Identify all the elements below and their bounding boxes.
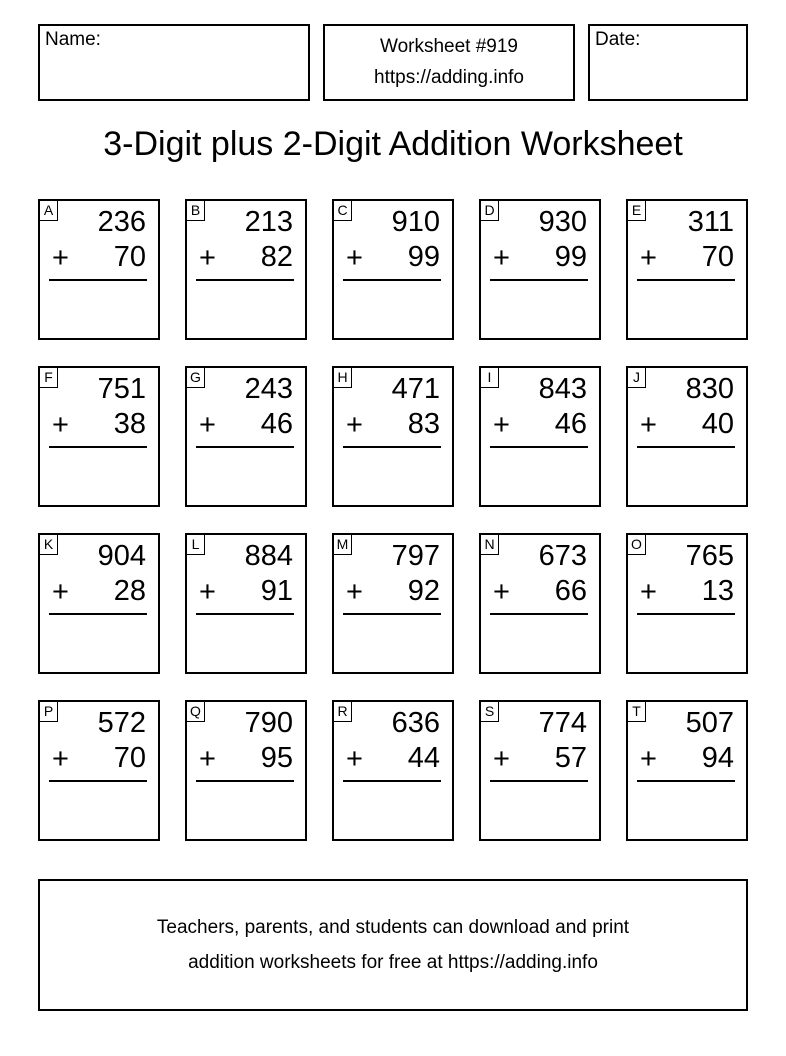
bottom-addend: 66 (554, 575, 587, 607)
problem-letter: H (333, 367, 352, 388)
top-addend: 765 (685, 540, 734, 572)
bottom-addend: 92 (407, 575, 440, 607)
problem-letter: A (39, 200, 58, 221)
plus-sign: + (640, 743, 657, 775)
problem-box (332, 533, 454, 674)
answer-line (637, 279, 735, 281)
plus-sign: + (199, 743, 216, 775)
top-addend: 243 (244, 373, 293, 405)
answer-line (196, 613, 294, 615)
name-label: Name: (45, 29, 101, 50)
answer-line (490, 613, 588, 615)
problem-box (38, 366, 160, 507)
plus-sign: + (640, 242, 657, 274)
problem-box (479, 199, 601, 340)
problem-letter: T (627, 701, 646, 722)
answer-line (343, 446, 441, 448)
plus-sign: + (346, 743, 363, 775)
top-addend: 774 (538, 707, 587, 739)
plus-sign: + (199, 242, 216, 274)
problem-box (185, 700, 307, 841)
worksheet-info-box (323, 24, 575, 101)
top-addend: 572 (97, 707, 146, 739)
problem-box (332, 199, 454, 340)
problem-box (38, 533, 160, 674)
top-addend: 830 (685, 373, 734, 405)
bottom-addend: 13 (701, 575, 734, 607)
answer-line (490, 446, 588, 448)
plus-sign: + (199, 409, 216, 441)
plus-sign: + (52, 242, 69, 274)
bottom-addend: 95 (260, 742, 293, 774)
bottom-addend: 91 (260, 575, 293, 607)
answer-line (637, 780, 735, 782)
problem-box (185, 533, 307, 674)
top-addend: 673 (538, 540, 587, 572)
problem-box (185, 199, 307, 340)
top-addend: 930 (538, 206, 587, 238)
answer-line (196, 780, 294, 782)
problem-box (626, 199, 748, 340)
top-addend: 797 (391, 540, 440, 572)
problem-letter: G (186, 367, 205, 388)
answer-line (196, 446, 294, 448)
plus-sign: + (346, 242, 363, 274)
bottom-addend: 46 (554, 408, 587, 440)
top-addend: 790 (244, 707, 293, 739)
problem-letter: D (480, 200, 499, 221)
date-label: Date: (595, 29, 641, 50)
bottom-addend: 82 (260, 241, 293, 273)
problem-letter: K (39, 534, 58, 555)
answer-line (49, 279, 147, 281)
plus-sign: + (52, 409, 69, 441)
problem-box (332, 700, 454, 841)
bottom-addend: 99 (407, 241, 440, 273)
answer-line (343, 613, 441, 615)
problem-letter: R (333, 701, 352, 722)
problem-letter: C (333, 200, 352, 221)
answer-line (637, 613, 735, 615)
bottom-addend: 94 (701, 742, 734, 774)
top-addend: 236 (97, 206, 146, 238)
answer-line (343, 279, 441, 281)
name-field-box (38, 24, 310, 101)
bottom-addend: 57 (554, 742, 587, 774)
problem-box (626, 533, 748, 674)
bottom-addend: 40 (701, 408, 734, 440)
footer-box (38, 879, 748, 1011)
plus-sign: + (493, 409, 510, 441)
top-addend: 884 (244, 540, 293, 572)
problem-letter: N (480, 534, 499, 555)
footer-line-2: addition worksheets for free at https://adding.info (188, 952, 598, 973)
plus-sign: + (640, 576, 657, 608)
plus-sign: + (52, 576, 69, 608)
problem-letter: O (627, 534, 646, 555)
problem-letter: M (333, 534, 352, 555)
problem-letter: L (186, 534, 205, 555)
plus-sign: + (640, 409, 657, 441)
problem-box (185, 366, 307, 507)
plus-sign: + (493, 576, 510, 608)
answer-line (637, 446, 735, 448)
answer-line (49, 446, 147, 448)
problem-box (479, 533, 601, 674)
problem-letter: E (627, 200, 646, 221)
site-url: https://adding.info (374, 67, 524, 88)
problem-box (479, 366, 601, 507)
problem-letter: F (39, 367, 58, 388)
top-addend: 311 (687, 206, 734, 238)
plus-sign: + (52, 743, 69, 775)
top-addend: 213 (244, 206, 293, 238)
top-addend: 471 (391, 373, 440, 405)
plus-sign: + (346, 576, 363, 608)
answer-line (49, 613, 147, 615)
top-addend: 751 (97, 373, 146, 405)
problem-box (626, 700, 748, 841)
top-addend: 904 (97, 540, 146, 572)
bottom-addend: 70 (701, 241, 734, 273)
problem-box (626, 366, 748, 507)
answer-line (343, 780, 441, 782)
answer-line (490, 780, 588, 782)
worksheet-title: 3-Digit plus 2-Digit Addition Worksheet (103, 125, 683, 163)
problem-letter: B (186, 200, 205, 221)
problem-letter: S (480, 701, 499, 722)
plus-sign: + (493, 743, 510, 775)
worksheet-number: Worksheet #919 (379, 36, 518, 57)
top-addend: 843 (538, 373, 587, 405)
bottom-addend: 70 (113, 241, 146, 273)
problem-box (38, 199, 160, 340)
answer-line (196, 279, 294, 281)
answer-line (49, 780, 147, 782)
top-addend: 636 (391, 707, 440, 739)
bottom-addend: 44 (407, 742, 440, 774)
bottom-addend: 28 (113, 575, 146, 607)
top-addend: 910 (391, 206, 440, 238)
bottom-addend: 38 (113, 408, 146, 440)
problem-box (332, 366, 454, 507)
bottom-addend: 83 (407, 408, 440, 440)
problem-letter: I (480, 367, 499, 388)
bottom-addend: 99 (554, 241, 587, 273)
plus-sign: + (199, 576, 216, 608)
problem-box (479, 700, 601, 841)
plus-sign: + (346, 409, 363, 441)
footer-line-1: Teachers, parents, and students can download and print (156, 917, 630, 938)
bottom-addend: 70 (113, 742, 146, 774)
problem-box (38, 700, 160, 841)
bottom-addend: 46 (260, 408, 293, 440)
date-field-box (588, 24, 748, 101)
top-addend: 507 (685, 707, 734, 739)
problem-letter: J (627, 367, 646, 388)
problem-letter: P (39, 701, 58, 722)
problem-letter: Q (186, 701, 205, 722)
plus-sign: + (493, 242, 510, 274)
answer-line (490, 279, 588, 281)
